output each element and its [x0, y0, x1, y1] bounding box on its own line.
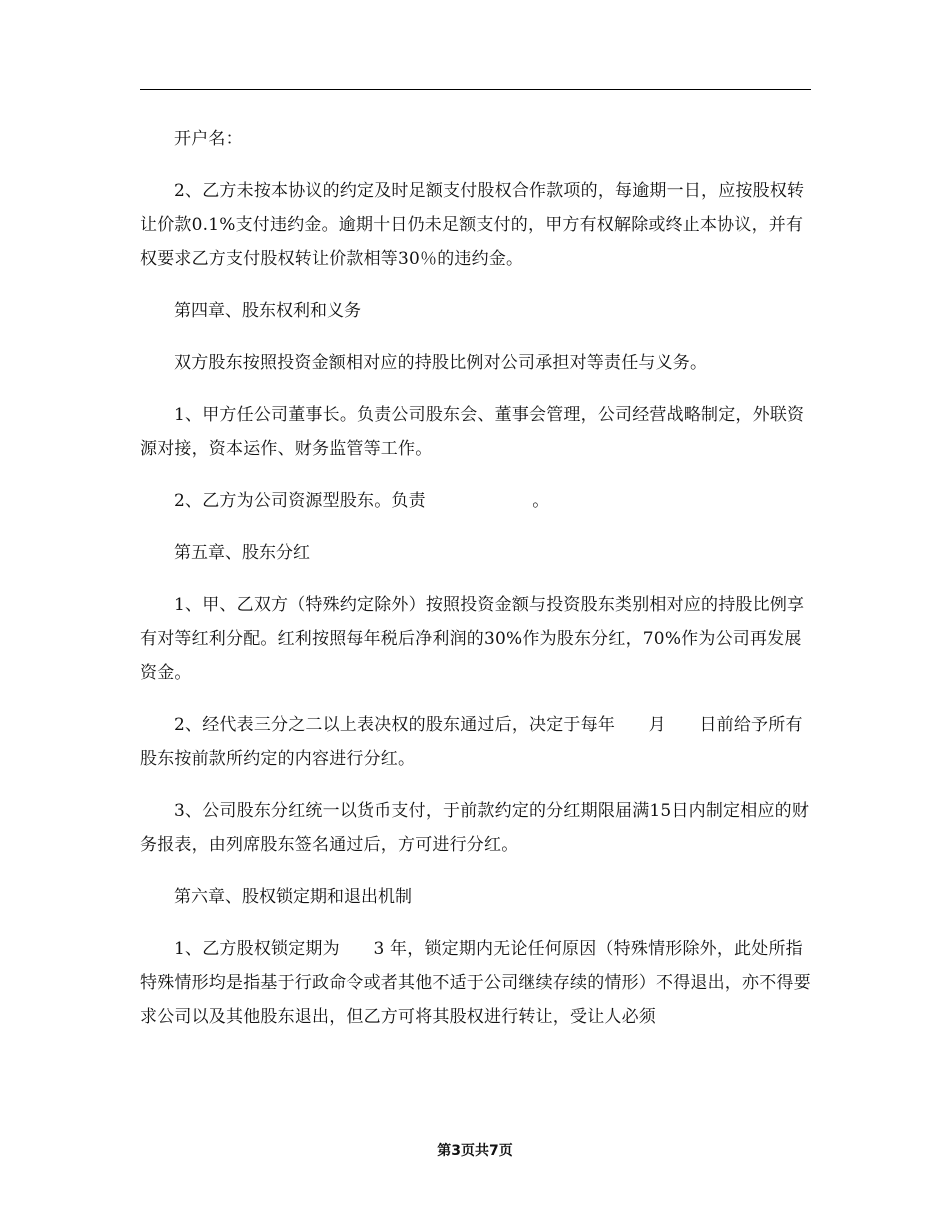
chapter-5-item-1: 1、甲、乙双方（特殊约定除外）按照投资金额与投资股东类别相对应的持股比例享有对等红利分配。红利按照每年税后净利润的30%作为股东分红，70%作为公司再发展资金。 — [140, 595, 805, 683]
chapter-4-item-2: 2、乙方为公司资源型股东。负责 。 — [174, 491, 550, 511]
chapter-5-title: 第五章、股东分红 — [174, 543, 310, 563]
header-rule — [140, 89, 811, 90]
chapter-5-item-2: 2、经代表三分之二以上表决权的股东通过后，决定于每年 月 日前给予所有股东按前款所约定的内容进行分红。 — [140, 715, 803, 769]
chapter-6-item-1: 1、乙方股权锁定期为 3 年，锁定期内无论任何原因（特殊情形除外，此处所指特殊情形均是指基于行政命令或者其他不适于公司继续存续的情形）不得退出，亦不得要求公司以及其他股东退出，但乙方可将其股权进行转让，受让人必须 — [140, 939, 811, 1027]
penalty-clause: 2、乙方未按本协议的约定及时足额支付股权合作款项的，每逾期一日，应按股权转让价款0.1%支付违约金。逾期十日仍未足额支付的，甲方有权解除或终止本协议，并有权要求乙方支付股权转让价款相等30％的违约金。 — [140, 181, 805, 269]
chapter-6-title: 第六章、股权锁定期和退出机制 — [174, 887, 412, 907]
page-indicator: 第3页共7页 — [437, 1143, 513, 1159]
account-name-label: 开户名： — [174, 129, 243, 149]
chapter-4-intro: 双方股东按照投资金额相对应的持股比例对公司承担对等责任与义务。 — [174, 353, 708, 373]
chapter-5-item-3: 3、公司股东分红统一以货币支付，于前款约定的分红期限届满15日内制定相应的财务报表，由列席股东签名通过后，方可进行分红。 — [140, 801, 810, 855]
document-body — [140, 122, 811, 1052]
chapter-4-item-1: 1、甲方任公司董事长。负责公司股东会、董事会管理，公司经营战略制定，外联资源对接，资本运作、财务监管等工作。 — [140, 405, 805, 459]
chapter-4-title: 第四章、股东权利和义务 — [174, 301, 361, 321]
